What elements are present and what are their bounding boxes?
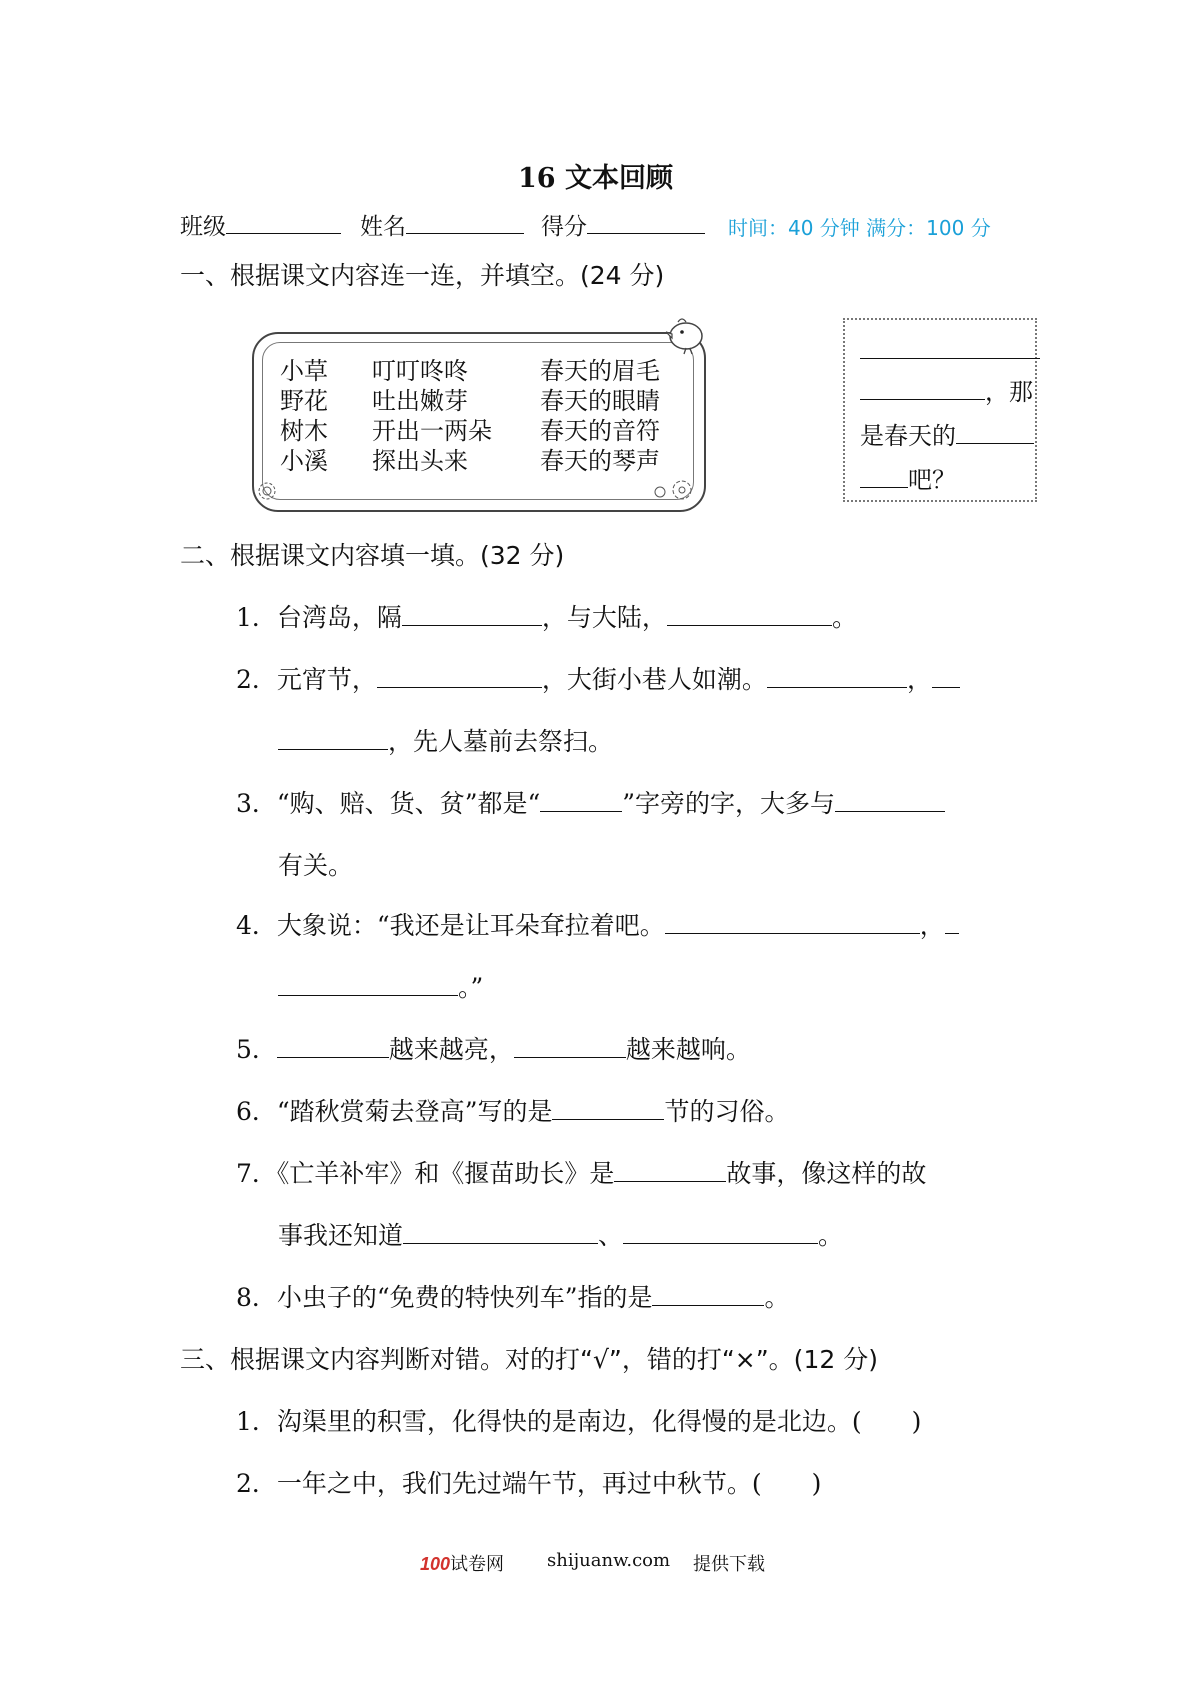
question-text: 大象说：“我还是让耳朵耷拉着吧。: [276, 911, 665, 940]
answer-blank[interactable]: [945, 909, 959, 934]
footer-note: 提供下载: [693, 1554, 765, 1575]
col-metaphors: [540, 356, 660, 476]
site-name: 试卷网: [450, 1554, 505, 1575]
question-3-1: [236, 1402, 921, 1438]
col-subjects: [280, 356, 328, 476]
question-text: 元宵节，: [276, 665, 377, 694]
footer-url[interactable]: shijuanw.com: [547, 1550, 671, 1571]
fill-text-ba: 吧？: [908, 466, 956, 494]
answer-blank[interactable]: [402, 601, 542, 626]
fill-text-na: ，那: [985, 378, 1033, 406]
footer-logo: [420, 1550, 504, 1576]
list-item: 小草: [280, 357, 328, 385]
question-number: 1．: [236, 603, 277, 632]
answer-blank[interactable]: [652, 1281, 764, 1306]
question-2-7: [236, 1154, 926, 1190]
section1-heading: 一、根据课文内容连一连，并填空。(24 分): [180, 261, 665, 290]
answer-blank[interactable]: [835, 787, 945, 812]
answer-blank[interactable]: [665, 909, 920, 934]
list-item: 树木: [280, 417, 328, 445]
answer-blank[interactable]: [403, 1219, 598, 1244]
question-text: ，先人墓前去祭扫。: [388, 727, 614, 756]
answer-blank[interactable]: [552, 1095, 664, 1120]
answer-blank[interactable]: [277, 1033, 389, 1058]
answer-blank[interactable]: [377, 663, 542, 688]
class-label: 班级: [180, 214, 226, 240]
list-item: 小溪: [280, 447, 328, 475]
section3-heading: 三、根据课文内容判断对错。对的打“√”，错的打“×”。(12 分): [180, 1345, 878, 1374]
fill-blank-3[interactable]: [956, 419, 1034, 444]
question-text: ”字旁的字，大多与: [622, 789, 836, 818]
list-item: 吐出嫩芽: [372, 387, 468, 415]
question-text: 。”: [458, 973, 484, 1002]
question-number: 2．: [236, 665, 277, 694]
question-2-2-cont: [278, 722, 613, 758]
question-number: 1．: [236, 1407, 277, 1436]
question-text: 沟渠里的积雪，化得快的是南边，化得慢的是北边。( ): [276, 1407, 922, 1436]
answer-blank[interactable]: [278, 725, 388, 750]
question-text: 。: [764, 1283, 790, 1312]
fill-text-shi: 是春天的: [860, 422, 956, 450]
question-text: 小虫子的“免费的特快列车”指的是: [276, 1283, 653, 1312]
question-number: 7．: [236, 1159, 277, 1188]
list-item: 春天的眉毛: [540, 357, 660, 385]
answer-blank[interactable]: [623, 1219, 818, 1244]
fill-blank-2[interactable]: [860, 375, 985, 400]
question-text: 节的习俗。: [664, 1097, 790, 1126]
question-text: 《亡羊补牢》和《揠苗助长》是: [276, 1159, 615, 1188]
question-text: 、: [598, 1221, 624, 1250]
bird-icon: [664, 312, 710, 356]
fill-line-4: [860, 460, 956, 495]
score-field: [541, 208, 705, 241]
question-2-2: [236, 660, 960, 696]
question-2-3: [236, 784, 945, 820]
answer-blank[interactable]: [278, 971, 458, 996]
class-field: [180, 208, 341, 241]
fill-line-2: [860, 372, 1033, 407]
question-text: “购、赔、货、贫”都是“: [276, 789, 541, 818]
flower-icon: [256, 480, 278, 502]
question-text: ，大街小巷人如潮。: [541, 665, 767, 694]
question-number: 6．: [236, 1097, 277, 1126]
question-number: 3．: [236, 789, 277, 818]
score-label: 得分: [541, 214, 587, 240]
question-text: 。: [831, 603, 857, 632]
question-3-2: [236, 1464, 821, 1500]
question-2-1: [236, 598, 857, 634]
question-number: 5．: [236, 1035, 277, 1064]
name-label: 姓名: [360, 214, 406, 240]
list-item: 春天的音符: [540, 417, 660, 445]
name-blank[interactable]: [406, 211, 524, 234]
question-text: 台湾岛，隔: [276, 603, 402, 632]
question-text: ，与大陆，: [541, 603, 667, 632]
flower-icon: [648, 478, 696, 504]
fill-line-3: [860, 416, 1034, 451]
question-text: 越来越亮，: [388, 1035, 514, 1064]
answer-blank[interactable]: [514, 1033, 626, 1058]
section2-heading: 二、根据课文内容填一填。(32 分): [180, 541, 565, 570]
answer-blank[interactable]: [667, 601, 832, 626]
question-number: 8．: [236, 1283, 277, 1312]
name-field: [360, 208, 524, 241]
answer-blank[interactable]: [767, 663, 907, 688]
question-text: 一年之中，我们先过端午节，再过中秋节。( ): [276, 1469, 822, 1498]
question-2-6: [236, 1092, 789, 1128]
col-actions: [372, 356, 492, 476]
question-2-4: [236, 906, 959, 942]
page-title: 16 文本回顾: [518, 163, 673, 194]
question-text: ，: [919, 911, 945, 940]
question-2-8: [236, 1278, 790, 1314]
time-info: 时间：40 分钟 满分：100 分: [728, 216, 991, 240]
answer-blank[interactable]: [932, 663, 960, 688]
answer-blank[interactable]: [614, 1157, 726, 1182]
question-2-4-cont: [278, 968, 483, 1004]
answer-blank[interactable]: [540, 787, 622, 812]
fill-blank-4[interactable]: [860, 463, 908, 488]
fill-blank-1[interactable]: [860, 330, 1040, 359]
question-text: 越来越响。: [625, 1035, 751, 1064]
list-item: 叮叮咚咚: [372, 357, 468, 385]
question-number: 2．: [236, 1469, 277, 1498]
question-2-3-cont: 有关。: [278, 851, 354, 880]
logo-text: 100: [420, 1554, 451, 1574]
class-blank[interactable]: [226, 211, 341, 234]
question-text: 事我还知道: [278, 1221, 404, 1250]
question-2-7-cont: [278, 1216, 843, 1252]
score-blank[interactable]: [587, 211, 705, 234]
list-item: 春天的眼睛: [540, 387, 660, 415]
question-text: 。: [818, 1221, 844, 1250]
list-item: 春天的琴声: [540, 447, 660, 475]
list-item: 开出一两朵: [372, 417, 492, 445]
question-2-5: [236, 1030, 751, 1066]
list-item: 探出头来: [372, 447, 468, 475]
question-number: 4．: [236, 911, 277, 940]
list-item: 野花: [280, 387, 328, 415]
question-text: “踏秋赏菊去登高”写的是: [276, 1097, 553, 1126]
question-text: 故事，像这样的故: [726, 1159, 927, 1188]
question-text: ，: [906, 665, 932, 694]
